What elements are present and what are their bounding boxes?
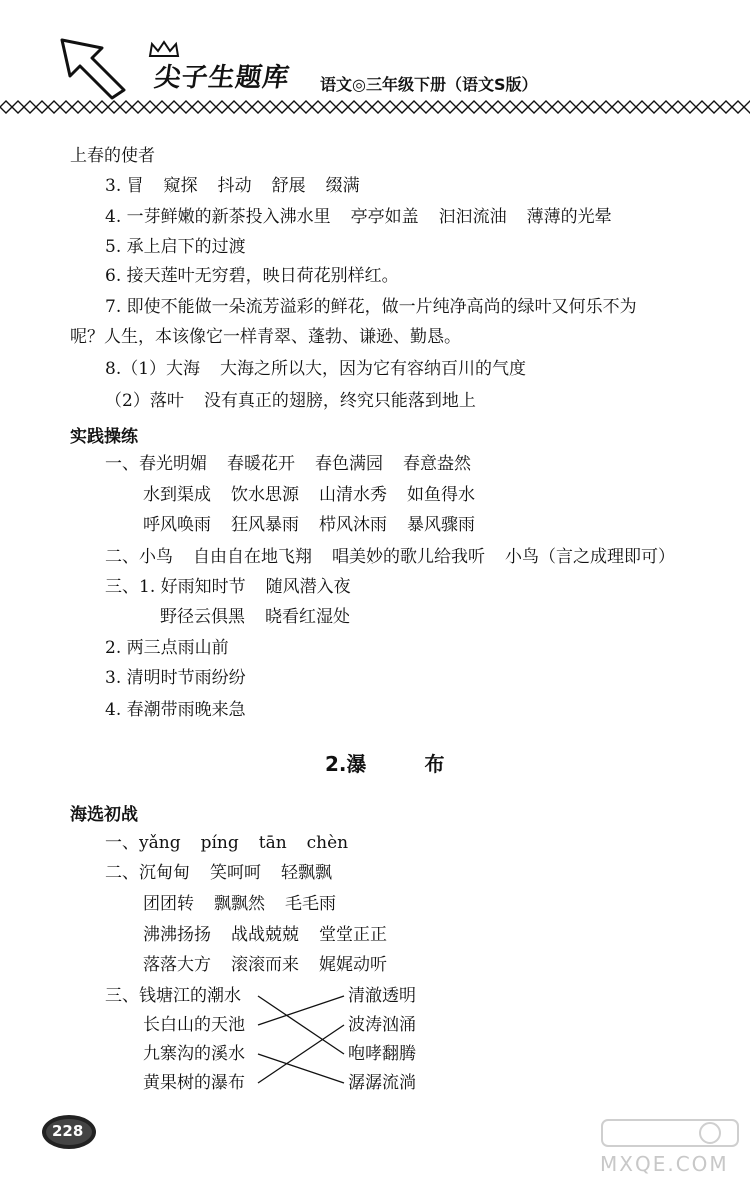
answer-text: 唱美妙的歌儿给我听 (332, 547, 485, 567)
watermark (600, 1118, 740, 1176)
answer-text: 战战兢兢 (231, 925, 299, 945)
answer-text: 小鸟（言之成理即可） (505, 547, 675, 567)
answer-item-5: 5. 承上启下的过渡 (105, 237, 246, 257)
answer-text: 沸沸扬扬 (143, 925, 211, 945)
answer-text: 笑呵呵 (210, 863, 261, 883)
page-number: 228 (52, 1122, 84, 1140)
answer-text: 呼风唤雨 (143, 515, 211, 535)
header-book-info: 语文◎三年级下册（语文S版） (320, 75, 538, 94)
answer-text: 野径云俱黑 (160, 607, 245, 627)
answer-text: 飘飘然 (214, 894, 265, 914)
answer-text: 滚滚而来 (231, 955, 299, 975)
match-left-item: 九寨沟的溪水 (143, 1044, 245, 1064)
match-line (258, 996, 344, 1054)
answer-text: 栉风沐雨 (319, 515, 387, 535)
answer-item-7-line2: 呢？人生，本该像它一样青翠、蓬勃、谦逊、勤恳。 (70, 327, 461, 347)
answer-text: 窥探 (163, 176, 198, 196)
practice-three-4: 4. 春潮带雨晚来急 (105, 700, 246, 720)
answer-text: 薄薄的光晕 (526, 207, 612, 227)
answer-text: 春意盎然 (403, 454, 471, 474)
pinyin-text: píng (200, 833, 239, 853)
answer-text: 暴风骤雨 (407, 515, 475, 535)
chapter-title-number: 2.瀑 (325, 752, 367, 776)
continuation-line: 上春的使者 (70, 146, 155, 166)
answer-text: 水到渠成 (143, 485, 211, 505)
answer-text: 二、沉甸甸 (105, 863, 190, 883)
answer-text: 春暖花开 (227, 454, 295, 474)
answer-text: （2）落叶 (105, 391, 184, 411)
answer-text: 饮水思源 (231, 485, 299, 505)
watermark-stamp-icon (600, 1118, 740, 1148)
answer-text: 春色满园 (315, 454, 383, 474)
match-left-item: 黄果树的瀑布 (143, 1073, 245, 1093)
answer-text: 抖动 (217, 176, 252, 196)
match-line (258, 996, 344, 1025)
answer-text: 亭亭如盖 (350, 207, 419, 227)
match-right-item: 咆哮翻腾 (348, 1044, 416, 1064)
answer-text: 如鱼得水 (407, 485, 475, 505)
match-left-item: 长白山的天池 (143, 1015, 245, 1035)
match-right-item: 清澈透明 (348, 986, 416, 1006)
pinyin-text: tān (258, 833, 287, 853)
answer-text: 堂堂正正 (319, 925, 387, 945)
watermark-text: MXQE.COM (600, 1152, 729, 1176)
answer-text: 没有真正的翅膀，终究只能落到地上 (203, 391, 476, 411)
answer-text: 娓娓动听 (319, 955, 387, 975)
answer-text: 二、小鸟 (105, 547, 173, 567)
answer-text: 缀满 (325, 176, 360, 196)
answer-text: 三、1. 好雨知时节 (105, 577, 246, 597)
chapter-title-char: 布 (424, 752, 445, 776)
answer-text: 4. 一芽鲜嫩的新茶投入沸水里 (105, 207, 331, 227)
answer-text: 狂风暴雨 (231, 515, 299, 535)
answer-text: 汩汩流油 (438, 207, 507, 227)
answer-text: 落落大方 (143, 955, 211, 975)
pinyin-text: chèn (306, 833, 349, 853)
practice-three-3: 3. 清明时节雨纷纷 (105, 668, 246, 688)
header-logo-text: 尖子生题库 (152, 63, 292, 93)
match-left-item: 三、钱塘江的潮水 (105, 986, 241, 1006)
match-right-item: 潺潺流淌 (348, 1073, 416, 1093)
answer-text: 8.（1）大海 (105, 359, 201, 379)
answer-text: 自由自在地飞翔 (193, 547, 312, 567)
answer-text: 一、春光明媚 (105, 454, 207, 474)
answer-text: 毛毛雨 (285, 894, 336, 914)
answer-text: 3. 冒 (105, 176, 144, 196)
answer-item-6: 6. 接天莲叶无穷碧，映日荷花别样红。 (105, 266, 399, 286)
section-heading-quiz: 海选初战 (70, 805, 138, 825)
match-line (258, 1025, 344, 1083)
answer-text: 舒展 (271, 176, 306, 196)
answer-text: 随风潜入夜 (265, 577, 351, 597)
answer-text: 大海之所以大，因为它有容纳百川的气度 (220, 359, 527, 379)
answer-text: 轻飘飘 (281, 863, 332, 883)
section-heading-practice: 实践操练 (70, 427, 138, 447)
pinyin-text: 一、yǎng (105, 833, 181, 853)
answer-text: 团团转 (143, 894, 194, 914)
answer-text: 山清水秀 (319, 485, 387, 505)
match-line (258, 1054, 344, 1083)
answer-text: 晓看红湿处 (265, 607, 350, 627)
answer-item-7-line1: 7. 即使不能做一朵流芳溢彩的鲜花，做一片纯净高尚的绿叶又何乐不为 (105, 297, 637, 317)
match-right-item: 波涛汹涌 (348, 1015, 416, 1035)
page-number-badge (40, 1110, 98, 1150)
practice-three-2: 2. 两三点雨山前 (105, 638, 229, 658)
